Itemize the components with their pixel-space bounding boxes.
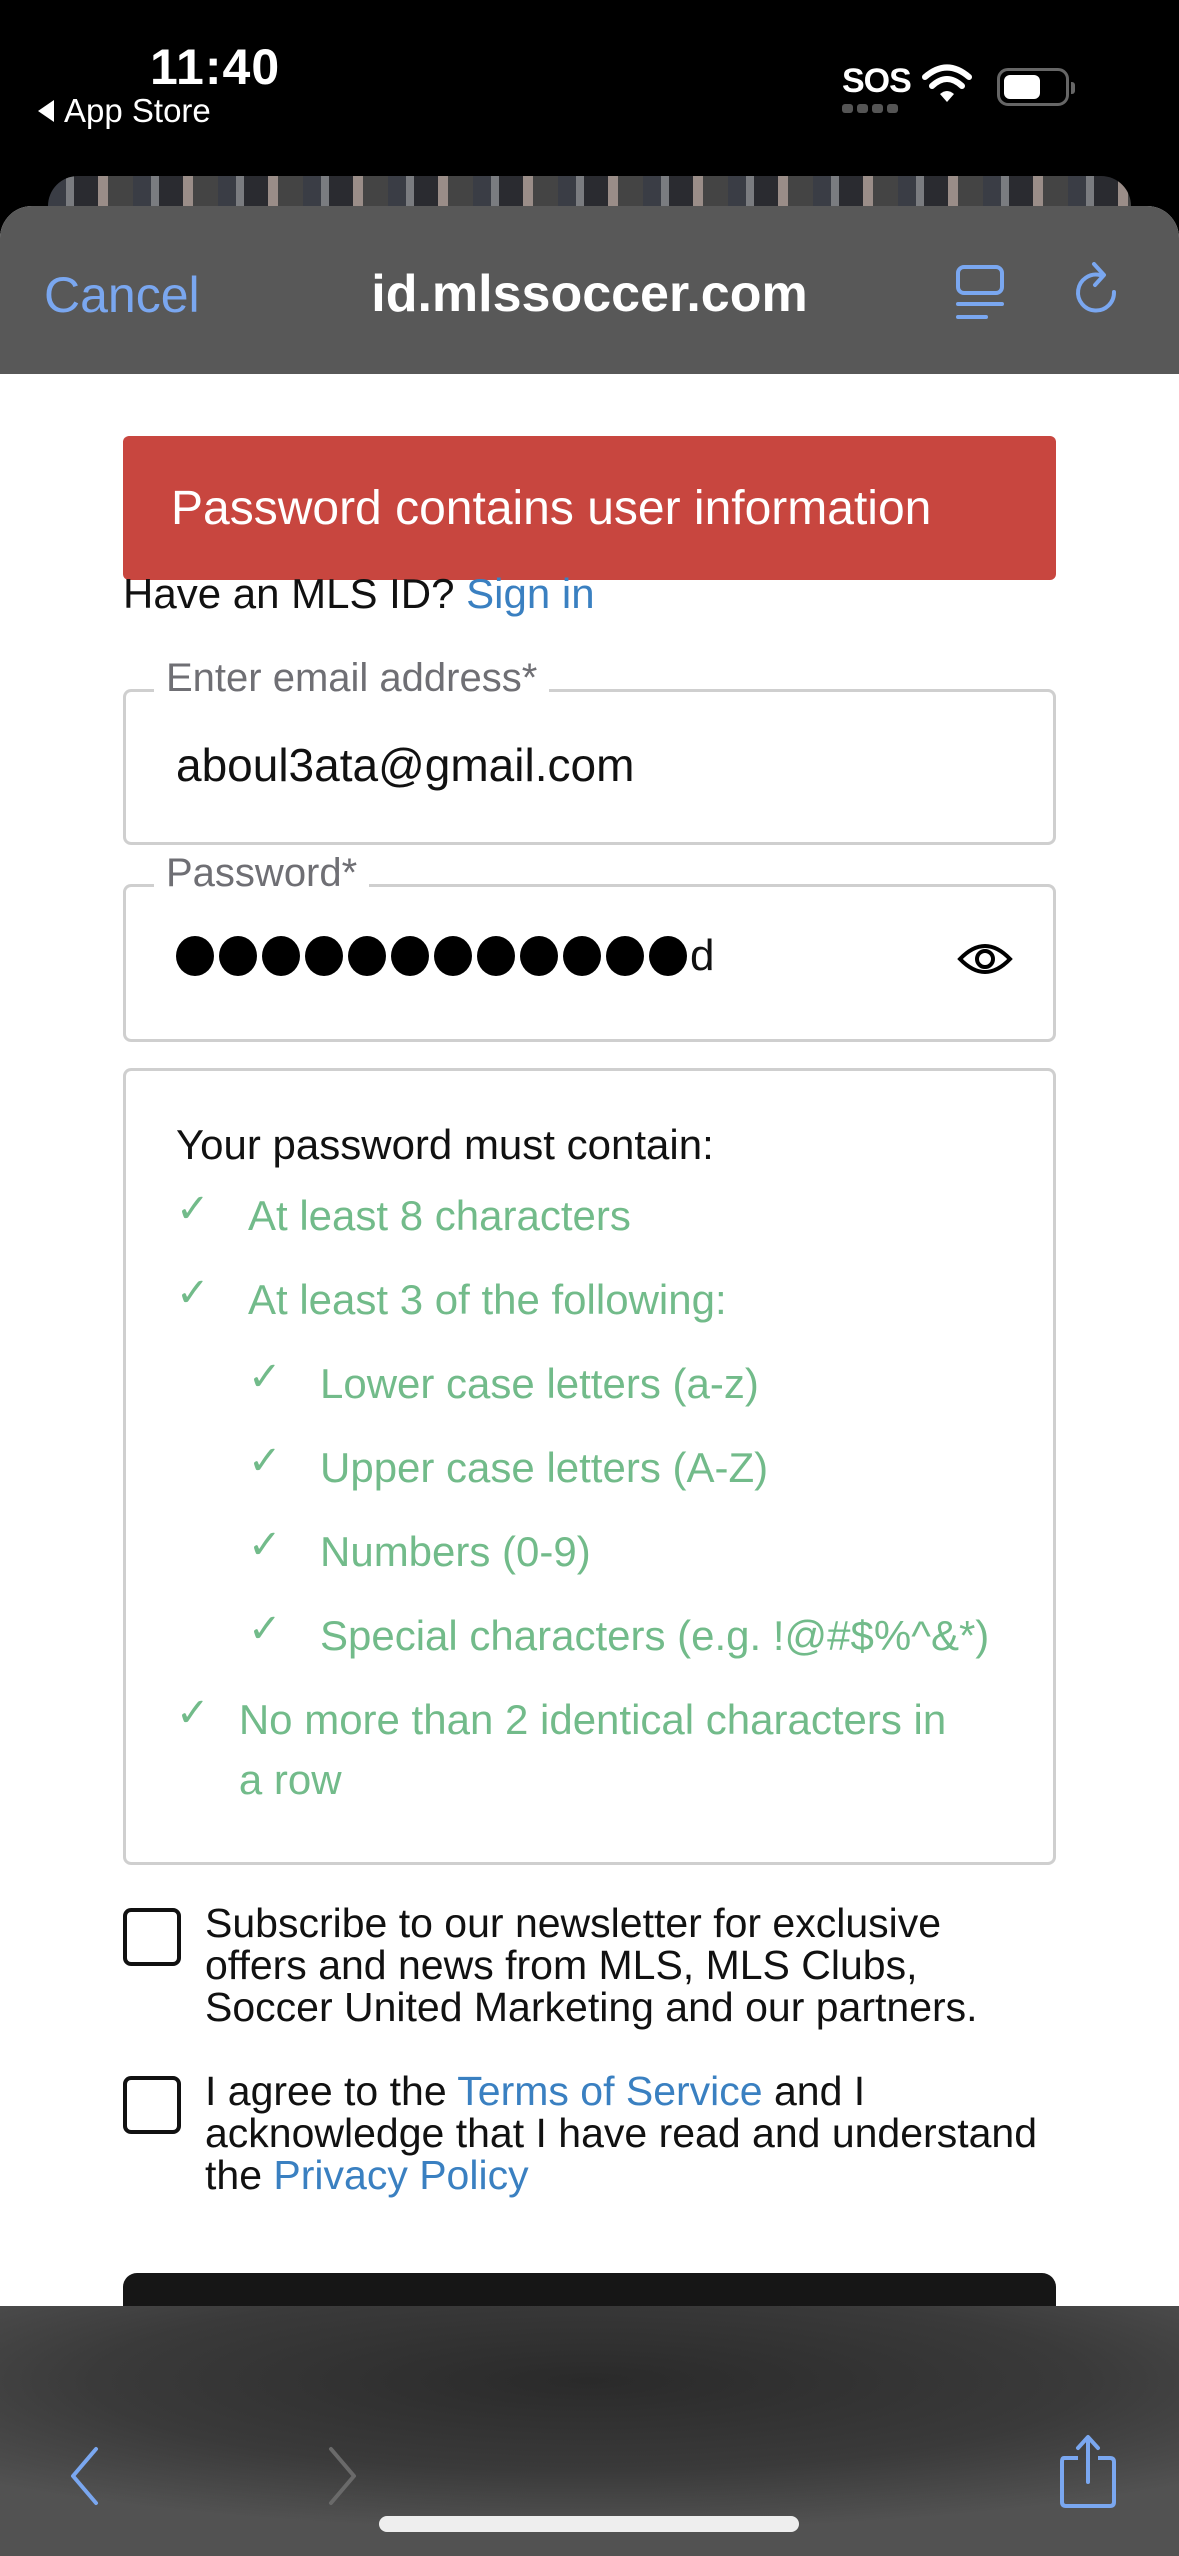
password-mask-dot <box>305 936 343 976</box>
carrier-sos: SOS <box>842 62 911 100</box>
back-to-app-store[interactable] <box>38 92 211 130</box>
back-triangle-icon <box>38 100 54 122</box>
check-icon: ✓ <box>248 1607 282 1651</box>
requirement-item: ✓ At least 3 of the following: <box>176 1270 727 1330</box>
requirement-item: ✓ Upper case letters (A-Z) <box>248 1438 768 1498</box>
password-mask-dot <box>649 936 687 976</box>
reader-icon[interactable] <box>955 264 1005 324</box>
home-indicator[interactable] <box>379 2516 799 2532</box>
password-value[interactable]: d <box>176 931 714 981</box>
cancel-button[interactable]: Cancel <box>44 267 200 323</box>
check-icon: ✓ <box>248 1523 282 1567</box>
password-mask-dot <box>262 936 300 976</box>
check-icon: ✓ <box>176 1187 210 1231</box>
eye-icon[interactable] <box>957 939 1013 979</box>
password-mask-dot <box>434 936 472 976</box>
check-icon: ✓ <box>176 1691 210 1735</box>
check-icon: ✓ <box>248 1439 282 1483</box>
newsletter-checkbox[interactable] <box>123 1908 181 1966</box>
error-banner: Password contains user information <box>123 436 1056 580</box>
status-time: 11:40 <box>150 39 281 95</box>
check-icon: ✓ <box>248 1355 282 1399</box>
requirement-item: ✓ Numbers (0-9) <box>248 1522 591 1582</box>
password-mask-dot <box>477 936 515 976</box>
back-chevron-icon[interactable] <box>68 2446 102 2506</box>
terms-of-service-link[interactable]: Terms of Service <box>457 2068 763 2114</box>
password-mask-dot <box>219 936 257 976</box>
email-value[interactable]: aboul3ata@gmail.com <box>176 739 635 791</box>
requirement-item: ✓ No more than 2 identical characters in a row <box>176 1690 956 1810</box>
signin-prompt: Have an MLS ID? Sign in <box>123 570 595 617</box>
password-mask-dot <box>176 936 214 976</box>
terms-checkbox[interactable] <box>123 2076 181 2134</box>
privacy-policy-link[interactable]: Privacy Policy <box>273 2152 529 2198</box>
status-bar <box>0 0 1179 175</box>
requirement-item: ✓ At least 8 characters <box>176 1186 631 1246</box>
password-mask-dot <box>391 936 429 976</box>
signal-dots-icon <box>842 104 898 113</box>
forward-chevron-icon[interactable] <box>325 2446 359 2506</box>
password-mask-dot <box>348 936 386 976</box>
terms-option <box>123 2070 1045 2196</box>
share-icon[interactable] <box>1058 2434 1118 2510</box>
email-field[interactable] <box>123 656 1056 845</box>
domain-title: id.mlssoccer.com <box>371 265 808 323</box>
back-app-label: App Store <box>64 92 211 129</box>
newsletter-option <box>123 1902 1045 2028</box>
password-mask-dot <box>520 936 558 976</box>
signin-link[interactable]: Sign in <box>466 570 595 617</box>
password-field[interactable] <box>123 851 1056 1042</box>
requirement-item: ✓ Lower case letters (a-z) <box>248 1354 759 1414</box>
reload-icon[interactable] <box>1072 262 1124 322</box>
email-label: Enter email address* <box>154 656 549 701</box>
check-icon: ✓ <box>176 1271 210 1315</box>
requirement-item: ✓ Special characters (e.g. !@#$%^&*) <box>248 1606 989 1666</box>
sheet-header <box>0 206 1179 374</box>
wifi-icon <box>922 64 972 104</box>
newsletter-text: Subscribe to our newsletter for exclusive offers and news from MLS, MLS Clubs, Soccer United Marketing and our partners. <box>205 1900 978 2030</box>
password-mask-dot <box>563 936 601 976</box>
password-label: Password* <box>154 851 369 896</box>
requirements-title: Your password must contain: <box>176 1121 714 1168</box>
battery-icon <box>997 68 1069 106</box>
password-requirements <box>123 1068 1056 1865</box>
terms-text: I agree to the Terms of Service and I acknowledge that I have read and understand the Privacy Policy <box>205 2068 1037 2198</box>
password-mask-dot <box>606 936 644 976</box>
